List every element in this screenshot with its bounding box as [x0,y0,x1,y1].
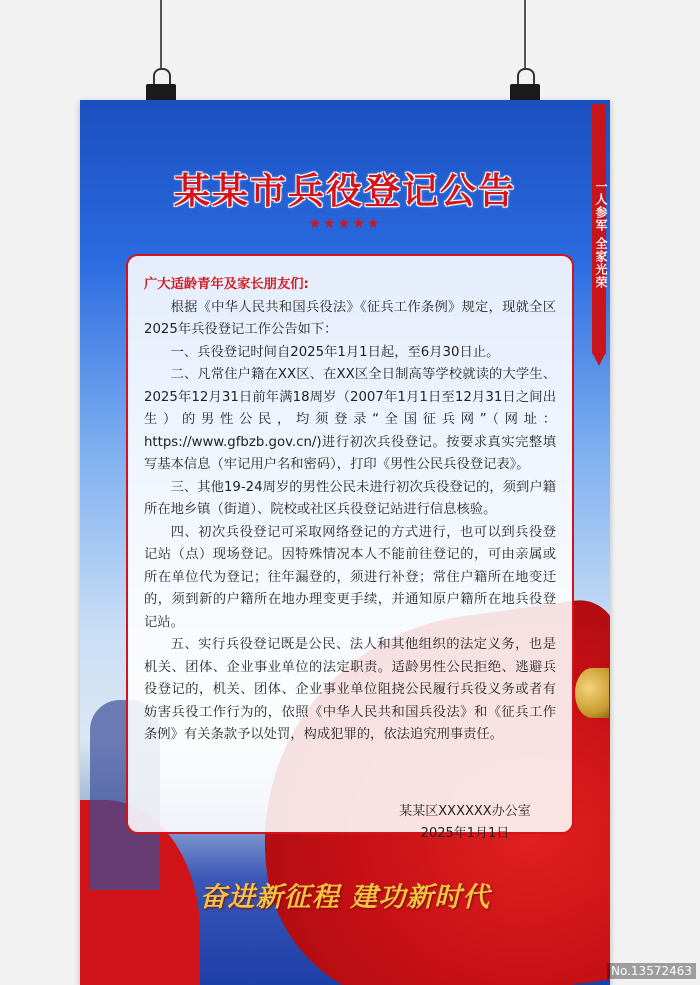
signature-date: 2025年1月1日 [420,826,510,841]
notice-content [144,274,556,747]
paragraph-5: 五、实行兵役登记既是公民、法人和其他组织的法定义务，也是机关、团体、企业事业单位的法定职责。适龄男性公民拒绝、逃避兵役登记的，机关、团体、企业事业单位阻挠公民履行兵役义务或者有妨害兵役工作行为的，依照《中华人民共和国兵役法》和《征兵工作条例》有关条款予以处罚，构成犯罪的，依法追究刑事责任。 [144,637,556,742]
hanging-wire-left [160,0,162,70]
slogan: 奋进新征程 建功新时代 [199,882,491,913]
image-id-watermark: No.13572463 [607,963,696,979]
signature-office: 某某区XXXXXX办公室 [399,804,531,819]
paragraph-1: 一、兵役登记时间自2025年1月1日起，至6月30日止。 [170,344,500,360]
paragraph-intro: 根据《中华人民共和国兵役法》《征兵工作条例》规定，现就全区2025年兵役登记工作公告如下： [144,299,556,337]
greeting: 广大适龄青年及家长朋友们: [144,277,309,292]
signature-block [380,801,550,845]
star-row: ★★★★★ [308,216,382,232]
paragraph-3: 三、其他19-24周岁的男性公民未进行初次兵役登记的，须到户籍所在地乡镇（街道）、院校或社区兵役登记站进行信息核验。 [144,479,556,517]
paragraph-4: 四、初次兵役登记可采取网络登记的方式进行，也可以到兵役登记站（点）现场登记。因特殊情况本人不能前往登记的，可由亲属或所在单位代为登记；往年漏登的，须进行补登；常住户籍所在地变迁的，须到新的户籍所在地办理变更手续，并通知原户籍所在地兵役登记站。 [144,524,556,630]
emblem-decoration [575,668,609,718]
hanging-wire-right [524,0,526,70]
poster-title: 某某市兵役登记公告 [173,170,516,212]
side-banner-tip [592,352,606,366]
side-banner-text: 一人参军 全家光荣 [594,180,608,290]
paragraph-2: 二、凡常住户籍在XX区、在XX区全日制高等学校就读的大学生、2025年12月31日前年满18周岁（2007年1月1日至12月31日之间出生）的男性公民，均须登录“全国征兵网”（网址：https://www.gfbzb.gov.cn/)进行初次兵役登记。按要求真实完整填写基本信息（牢记用户名和密码），打印《男性公民兵役登记表》。 [144,367,556,472]
